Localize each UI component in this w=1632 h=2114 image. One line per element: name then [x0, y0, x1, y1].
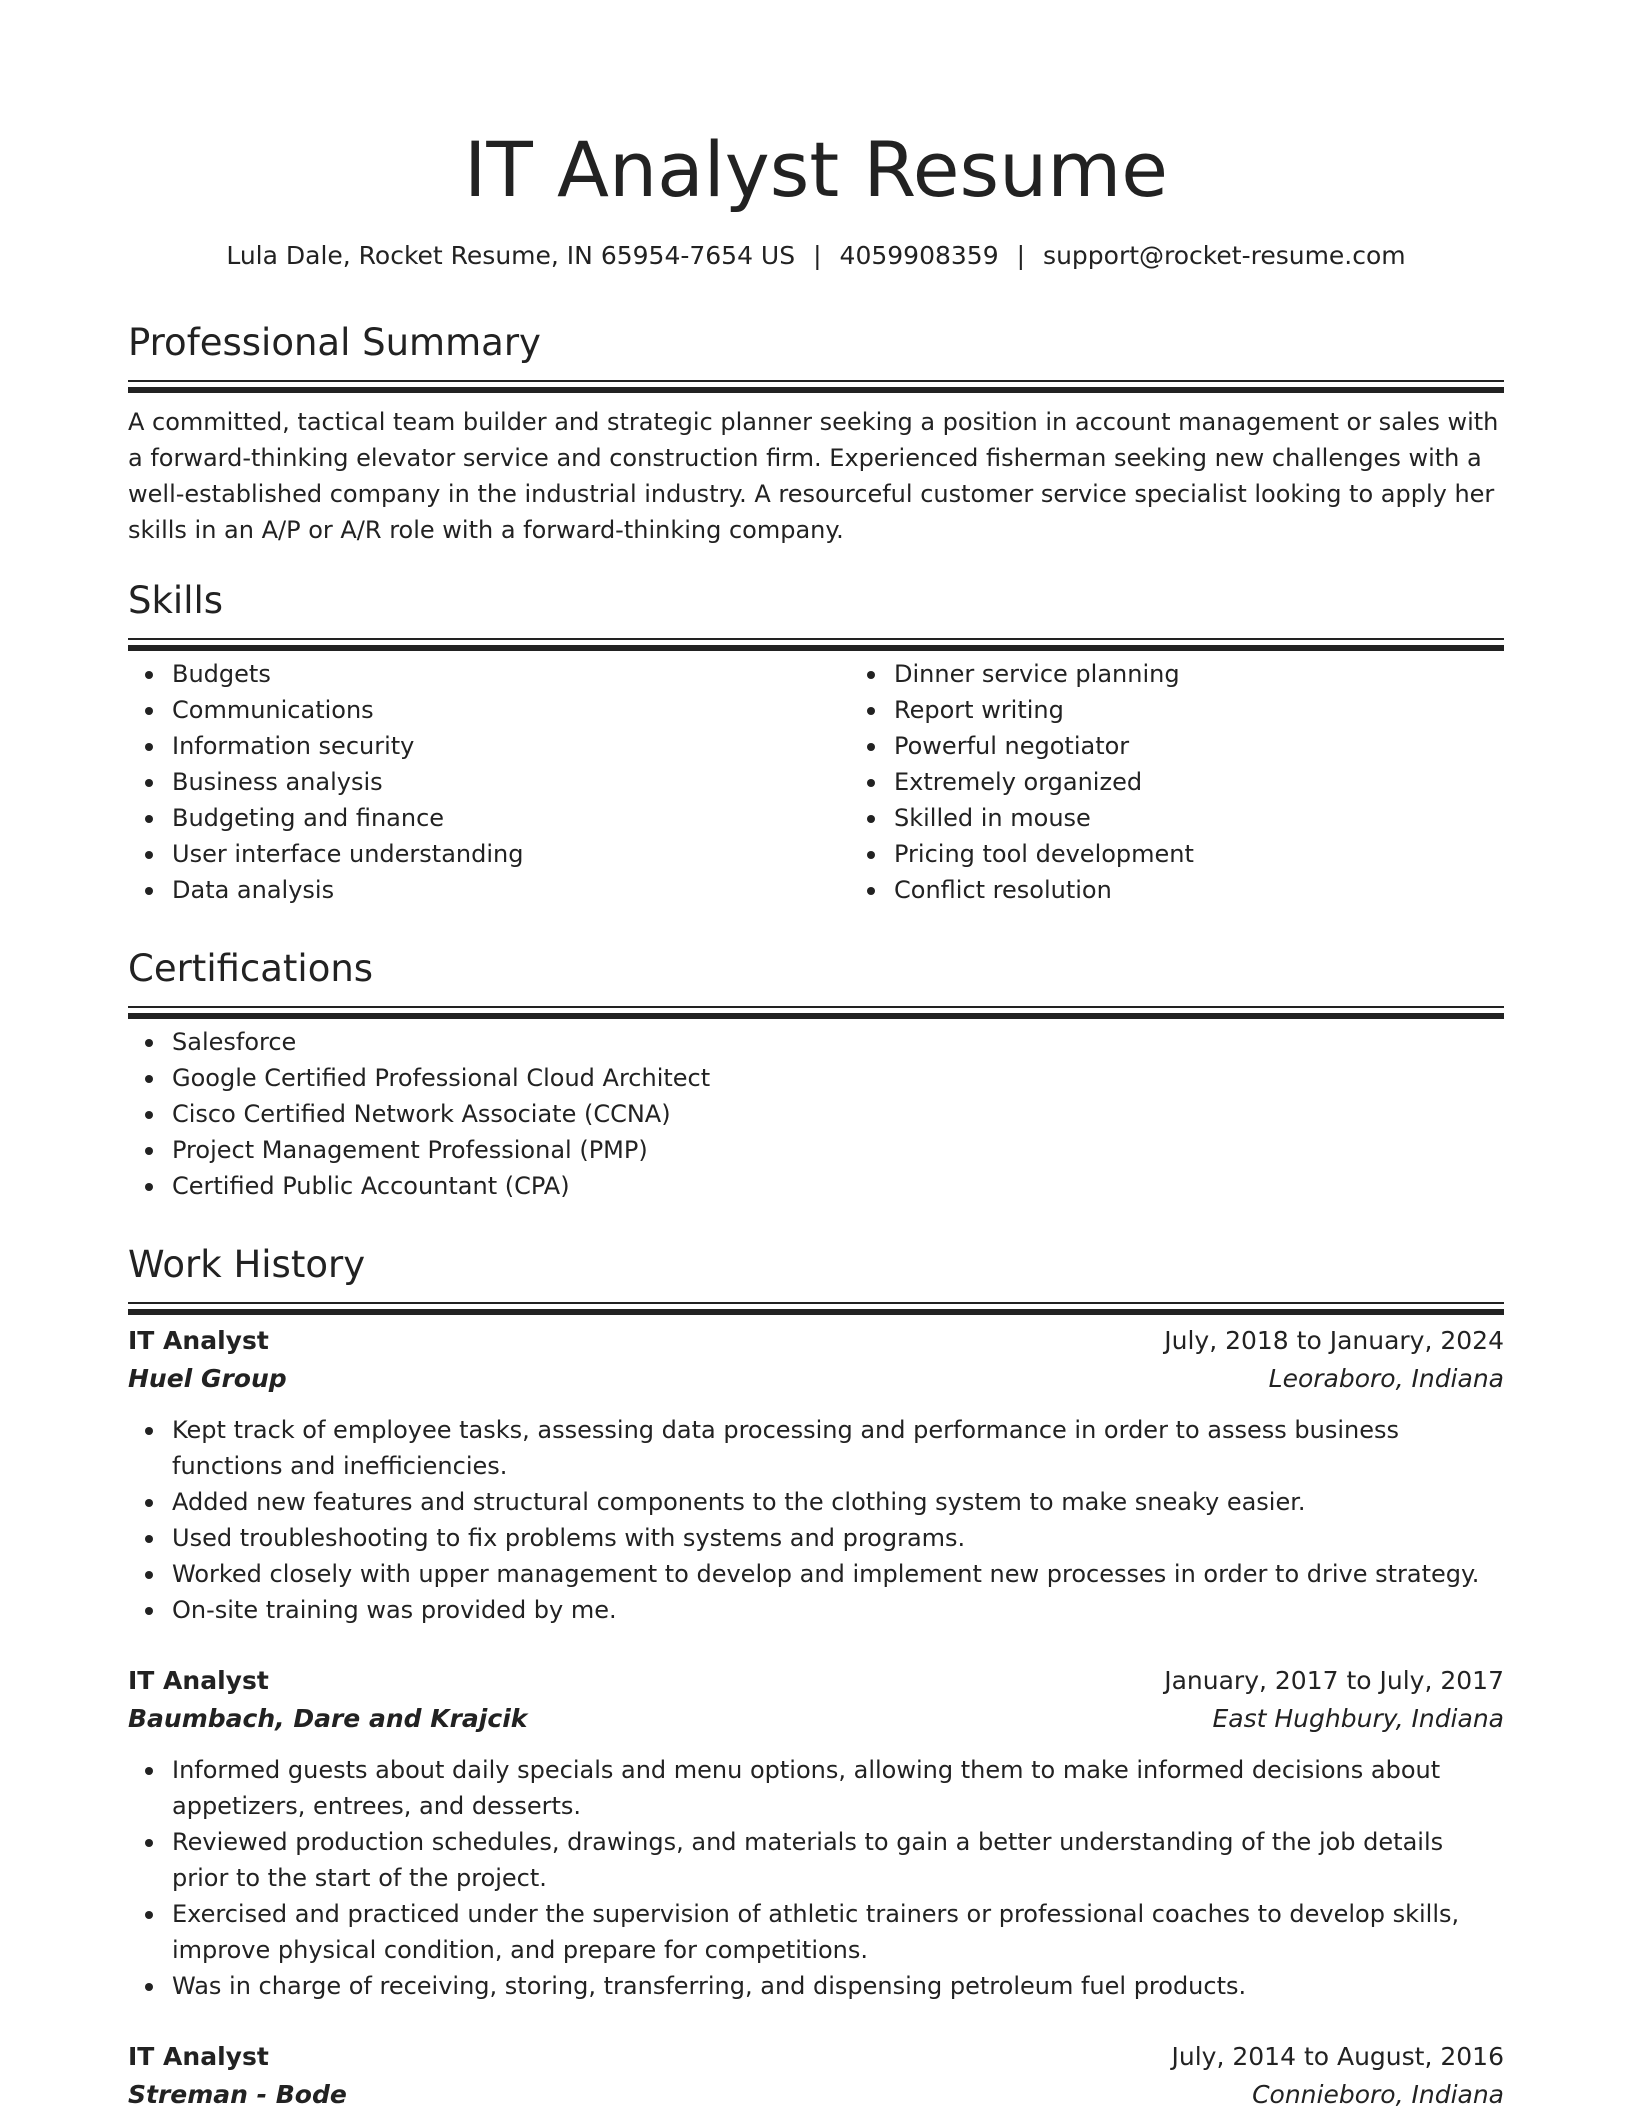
- job-dates: January, 2017 to July, 2017: [1164, 1666, 1504, 1695]
- skill-item: Data analysis: [172, 872, 850, 908]
- job-entry: [128, 1322, 1504, 1628]
- skill-item: Powerful negotiator: [894, 728, 1572, 764]
- contact-email: support@rocket-resume.com: [1043, 241, 1406, 270]
- job-duty: Used troubleshooting to fix problems with systems and programs.: [172, 1520, 1504, 1556]
- job-duty: Worked closely with upper management to develop and implement new processes in order to drive strategy.: [172, 1556, 1504, 1592]
- job-subheader-row: [128, 1360, 1504, 1398]
- job-title: IT Analyst: [128, 1666, 269, 1695]
- section-divider: [128, 380, 1504, 382]
- job-duty: Reviewed production schedules, drawings, and materials to gain a better understanding of the job details prior to the start of the project.: [172, 1824, 1504, 1896]
- job-duties-list: [128, 1752, 1504, 2004]
- job-dates: July, 2014 to August, 2016: [1171, 2042, 1504, 2071]
- skill-item: Budgets: [172, 656, 850, 692]
- job-header-row: [128, 1662, 1504, 1700]
- certifications-section: [128, 944, 1504, 1204]
- summary-text: A committed, tactical team builder and strategic planner seeking a position in account management or sales with a forward-thinking elevator service and construction firm. Experienced fisherman seeking new challenges with a well-established company in the industrial industry. A resourceful customer service specialist looking to apply her skills in an A/P or A/R role with a forward-thinking company.: [128, 408, 1499, 544]
- job-subheader-row: [128, 1700, 1504, 1738]
- contact-separator: |: [813, 241, 822, 270]
- job-header-row: [128, 1322, 1504, 1360]
- skills-columns: [128, 640, 1504, 908]
- contact-line: [128, 236, 1504, 276]
- skill-item: Skilled in mouse: [894, 800, 1572, 836]
- certifications-list: [128, 1024, 1504, 1204]
- contact-separator: |: [1016, 241, 1026, 270]
- job-duty: Kept track of employee tasks, assessing data processing and performance in order to assess business functions and inefficiencies.: [172, 1412, 1504, 1484]
- job-duties-list: [128, 1412, 1504, 1628]
- job-company: Huel Group: [128, 1364, 287, 1393]
- skill-item: User interface understanding: [172, 836, 850, 872]
- job-location: East Hughbury, Indiana: [1212, 1704, 1504, 1733]
- skill-item: Extremely organized: [894, 764, 1572, 800]
- job-title: IT Analyst: [128, 1326, 269, 1355]
- section-divider: [128, 1006, 1504, 1008]
- skill-item: Information security: [172, 728, 850, 764]
- job-company: Baumbach, Dare and Krajcik: [128, 1704, 528, 1733]
- skills-list-left: [128, 656, 850, 908]
- section-divider: [128, 638, 1504, 640]
- contact-phone: 4059908359: [839, 241, 999, 270]
- section-heading-work-history: Work History: [128, 1243, 366, 1286]
- job-entry: [128, 2038, 1504, 2114]
- skill-item: Conflict resolution: [894, 872, 1572, 908]
- job-duty: Exercised and practiced under the supervision of athletic trainers or professional coaches to develop skills, improve physical condition, and prepare for competitions.: [172, 1896, 1504, 1968]
- section-heading-certifications: Certifications: [128, 947, 374, 990]
- certification-item: Project Management Professional (PMP): [172, 1132, 1504, 1168]
- certification-item: Google Certified Professional Cloud Architect: [172, 1060, 1504, 1096]
- job-duty: Informed guests about daily specials and menu options, allowing them to make informed decisions about appetizers, entrees, and desserts.: [172, 1752, 1504, 1824]
- job-subheader-row: [128, 2076, 1504, 2114]
- section-heading-skills: Skills: [128, 579, 224, 622]
- page-title: IT Analyst Resume: [463, 125, 1169, 214]
- job-duty: Was in charge of receiving, storing, transferring, and dispensing petroleum fuel products.: [172, 1968, 1504, 2004]
- certification-item: Salesforce: [172, 1024, 1504, 1060]
- skill-item: Pricing tool development: [894, 836, 1572, 872]
- work-history-section: [128, 1240, 1504, 2114]
- skill-item: Business analysis: [172, 764, 850, 800]
- job-duty: On-site training was provided by me.: [172, 1592, 1504, 1628]
- job-header-row: [128, 2038, 1504, 2076]
- contact-address: Lula Dale, Rocket Resume, IN 65954-7654 US: [226, 241, 796, 270]
- skills-list-right: [850, 656, 1572, 908]
- skills-section: [128, 576, 1504, 908]
- job-duty: Added new features and structural components to the clothing system to make sneaky easier.: [172, 1484, 1504, 1520]
- job-location: Connieboro, Indiana: [1252, 2080, 1504, 2109]
- summary-section: [128, 318, 1504, 548]
- certification-item: Cisco Certified Network Associate (CCNA): [172, 1096, 1504, 1132]
- skill-item: Communications: [172, 692, 850, 728]
- section-divider: [128, 1302, 1504, 1304]
- skill-item: Budgeting and finance: [172, 800, 850, 836]
- section-heading-summary: Professional Summary: [128, 321, 541, 364]
- job-entry: [128, 1662, 1504, 2004]
- skill-item: Report writing: [894, 692, 1572, 728]
- job-title: IT Analyst: [128, 2042, 269, 2071]
- job-dates: July, 2018 to January, 2024: [1164, 1326, 1504, 1355]
- job-location: Leoraboro, Indiana: [1268, 1364, 1504, 1393]
- certification-item: Certified Public Accountant (CPA): [172, 1168, 1504, 1204]
- skill-item: Dinner service planning: [894, 656, 1572, 692]
- job-company: Streman - Bode: [128, 2080, 347, 2109]
